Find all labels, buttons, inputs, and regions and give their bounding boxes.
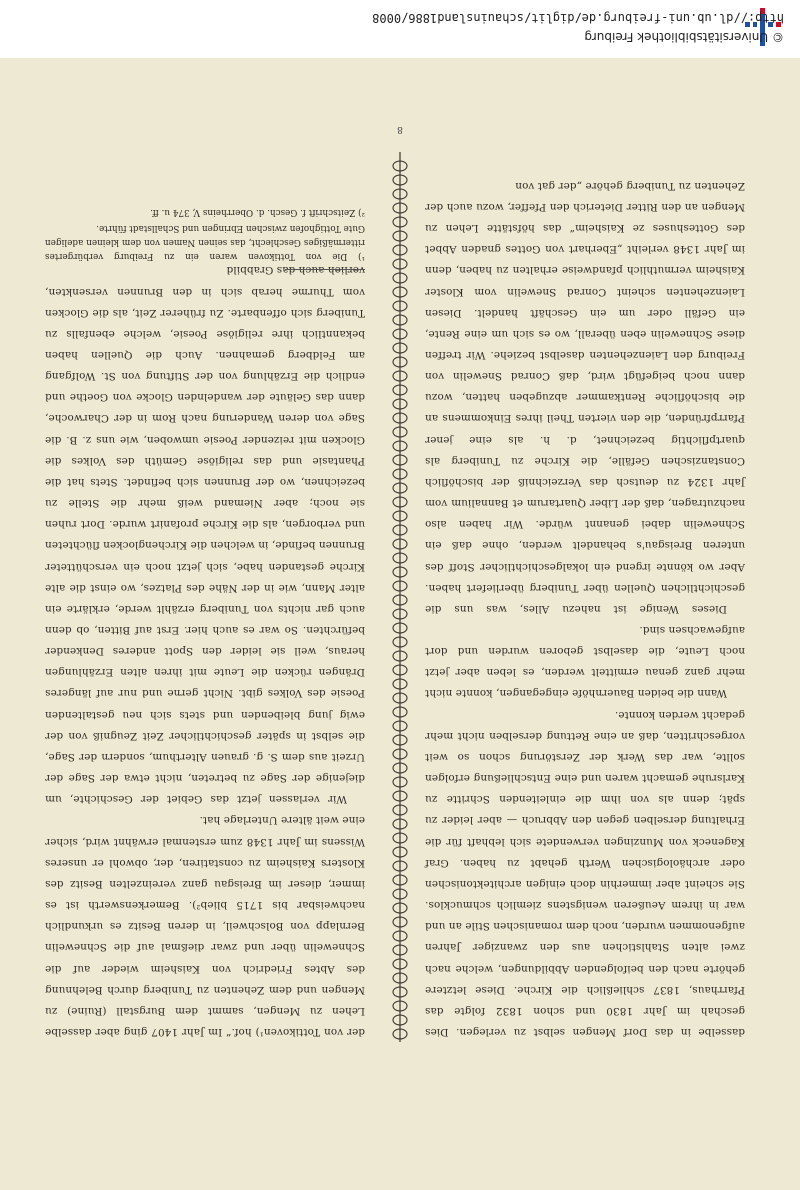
footnote: ²) Zeitschrift f. Gesch. d. Oberrheins V, 374 u. ff. — [150, 207, 365, 217]
ornamental-divider — [386, 152, 414, 1042]
paragraph: der von Tottikoven¹) hof.“ Im Jahr 1407 ging aber dasselbe Lehen zu Mengen, sammt dem Burgstall (Ruine) zu Mengen und dem Zehenten zu Tuniberg durch Belehnung des Abtes Friedrich von Kaisheim wieder auf die Schnewelin über und zwar dießmal auf die Schnewelin Bernlapp von Bolschweil, in deren Besitz es urkundlich nachweisbar bis 1715 blieb²). Bemerkenswerth ist es immer, dieser im Breisgau ganz vereinzelten Besitz des Klosters Kaisheim zu constatiren, der, obwohl er unseres Wissens im Jahr 1348 zum erstenmal erwähnt wird, sicher eine weit ältere Unterlage hat. — [45, 814, 365, 1038]
text-column-right — [45, 259, 365, 1042]
paragraph: Dieses Wenige ist nahezu Alles, was uns die geschichtlichen Quellen über Tuniberg überliefert haben. Aber wo könnte irgend ein lokalgeschichtlicher Stoff des unteren Breisgau's behandelt werden, ohne daß ein Schnewelin dabei genannt würde. Wir haben also nachzutragen, daß der Liber Quartarum et Bannalium vom Jahr 1324 zu deutsch das Verzeichniß der bischöflich Constanzischen Gefälle, die Kirche zu Tuniberg als quartpflichtig bezeichnet, d. h. als eine jener Pfarrpfründen, die den vierten Theil ihres Einkommens an die bischöfliche Rentkammer abzugeben hatten, wozu dann noch beigefügt wird, daß Conrad Snewelin von Freiburg den Laienzehenten daselbst beziehe. Wir treffen diese Schnewelin eben überall, wo es sich um eine Rente, ein Gefäll oder um ein Geschäft handelt. Diesen Laienzehenten scheint Conrad Snewelin vom Kloster Kaisheim vermuthlich pfandweise erhalten zu haben, denn im Jahr 1348 verleiht „Eberhart von Gottes gnaden Abbet des Gotteshuses ze Kaisheim“ das höfstätte Lehen zu Mengen an den Ritter Dieterich den Pfeffer, wozu auch der Zehenten zu Tuniberg gehöre „der gat von — [425, 179, 745, 615]
footnotes — [45, 203, 365, 270]
paragraph: Wann die beiden Bauernhöfe eingegangen, konnte nicht mehr ganz genau ermittelt werden, es leben aber jetzt noch Leute, die daselbst geboren wurden und dort aufgewachsen sind. — [425, 624, 745, 700]
document-url[interactable]: http://dl.ub.uni-freiburg.de/diglit/schauinsland1886/0008 — [372, 11, 784, 25]
text-column-left — [425, 175, 745, 1042]
footnote-rule — [285, 269, 365, 270]
copyright-credit: © Universitätsbibliothek Freiburg — [584, 30, 784, 44]
page-number: 8 — [397, 124, 403, 134]
footnote: ¹) Die von Tottikoven waren ein zu Freiburg verbürgertes rittermäßiges Geschlecht, das seinen Namen von dem kleinen adeligen Gute Tottighofen zwischen Ebringen und Schallstadt führte. — [45, 223, 365, 261]
paragraph: dasselbe in das Dorf Mengen selbst zu verlegen. Dies geschah im Jahr 1830 und schon 1832 folgte das Pfarrhaus, 1837 schließlich die Kirche. Diese letztere gehörte nach den beifolgenden Abbildungen, welche nach zwei alten Stahlstichen aus den zwanziger Jahren aufgenommen wurden, noch dem romanischen Stile an und war in ihrem Aeußeren wenigstens ziemlich schmucklos. Sie scheint aber immerhin doch einigen architektonischen oder archäologischen Werth gehabt zu haben. Graf Kageneck von Munzingen verwendete sich lebhaft für die Erhaltung derselben gegen den Abbruch — aber leider zu spät; denn als von ihm die einleitenden Schritte zu Karlsruhe gemacht waren und eine Entschließung erfolgen sollte, war das Werk der Zerstörung schon so weit vorgeschritten, daß an eine Rettung derselben nicht mehr gedacht werden konnte. — [425, 708, 745, 1038]
paragraph: Wir verlassen jetzt das Gebiet der Geschichte, um diejenige der Sage zu betreten, nicht etwa der Sage der Urzeit aus dem S. g. grauen Alterthum, sondern der Sage, die selbst in später geschichtlicher Zeit Zeugniß von der ewig jung bleibenden und stets sich neu gestaltenden Poesie des Volkes gibt. Nicht gerne und nur auf längeres Drängen rücken die Leute mit ihren alten Erzählungen heraus, weil sie leider den Spott anderes Denkender befürchten. So war es auch hier. Erst auf Bitten, ob denn auch gar nichts von Tuniberg erzählt werde, erklärte ein alter Mann, wie in der Nähe des Platzes, wo einst die alte Kirche gestanden habe, sich jetzt noch ein verschütteter Brunnen befinde, in welchen die Kirchenglocken flüchteten und verborgen, als die Kirche profanirt wurde. Dort ruhen sie noch; aber Niemand weiß mehr die Stelle zu bezeichnen, wo der Brunnen sich befindet. Stets hat die Phantasie und das religiöse Gemüth des Volkes die Glocken mit reizender Poesie umwoben, wie uns z. B. die Sage von deren Wanderung nach Rom in der Charwoche, dann das Geläute der wandelnden Glocke von Goethe und endlich die Erzählung von der Stiftung von St. Wolfgang am Feldberg gemahnen. Auch die Quellen haben bekanntlich ihre religiöse Poesie, welche ebenfalls zu Tuniberg sich offenbarte. Zu früherer Zeit, als die Glocken vom Thurme herab sich in den Brunnen versenkten, verlieh auch das Grabbild — [45, 264, 365, 806]
